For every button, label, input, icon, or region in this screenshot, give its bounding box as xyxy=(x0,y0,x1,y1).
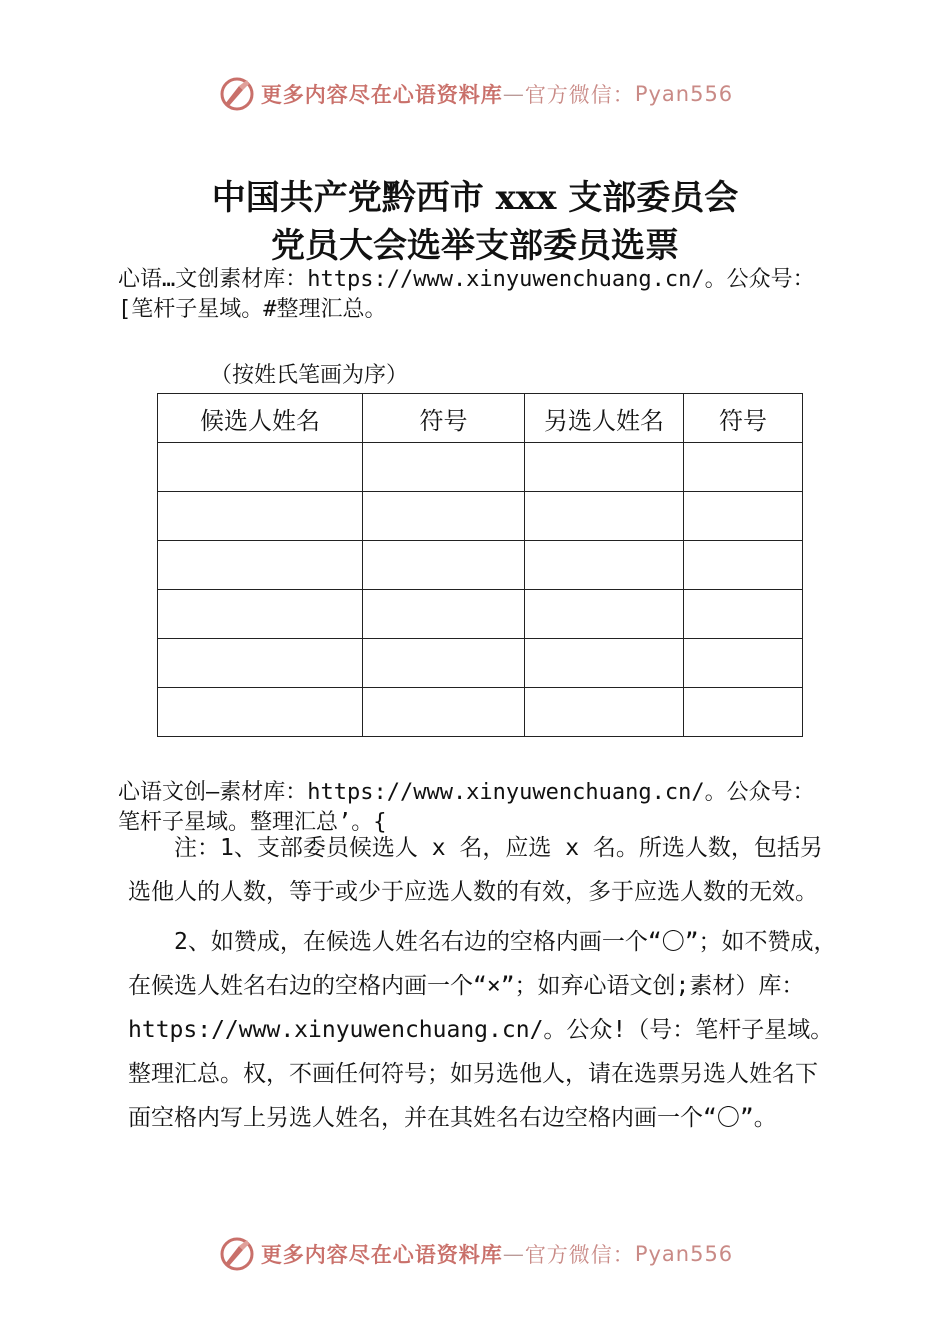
candidate-name-cell[interactable] xyxy=(158,541,363,590)
table-row xyxy=(158,590,803,639)
alternate-name-cell[interactable] xyxy=(525,639,684,688)
candidate-name-cell[interactable] xyxy=(158,688,363,737)
table-row xyxy=(158,443,803,492)
ballot-table xyxy=(157,393,803,737)
brand-logo-icon xyxy=(217,74,257,114)
symbol-cell[interactable] xyxy=(363,492,525,541)
watermark-line-3: 心语文创—素材库：https://www.xinyuwenchuang.cn/。公众号： xyxy=(118,780,815,805)
header-symbol: 符号 xyxy=(363,394,525,443)
symbol-cell[interactable] xyxy=(363,688,525,737)
alternate-name-cell[interactable] xyxy=(525,492,684,541)
document-title-line2: 党员大会选举支部委员选票 xyxy=(271,226,679,266)
table-row xyxy=(158,541,803,590)
candidate-name-cell[interactable] xyxy=(158,443,363,492)
banner-brand-text: 更多内容尽在心语资料库 xyxy=(260,82,503,107)
watermark-line-1: 心语…文创素材库：https://www.xinyuwenchuang.cn/。公众号： xyxy=(118,267,815,292)
alternate-name-cell[interactable] xyxy=(525,590,684,639)
banner-official-text: 官方微信： xyxy=(524,1243,635,1267)
banner-code: Pyan556 xyxy=(634,1242,734,1266)
table-header-row xyxy=(158,394,803,443)
alternate-name-cell[interactable] xyxy=(525,688,684,737)
brand-logo-icon xyxy=(217,1234,257,1274)
notes-section xyxy=(128,826,838,1140)
table-row xyxy=(158,492,803,541)
footer-banner xyxy=(0,1232,950,1276)
alternate-symbol-cell[interactable] xyxy=(684,541,803,590)
banner-official-text: 官方微信： xyxy=(524,83,635,107)
header-alternate-name: 另选人姓名 xyxy=(525,394,684,443)
banner-dash: — xyxy=(502,82,525,106)
symbol-cell[interactable] xyxy=(363,541,525,590)
alternate-name-cell[interactable] xyxy=(525,443,684,492)
watermark-line-2: [笔杆子星域。#整理汇总。 xyxy=(118,297,387,322)
candidate-name-cell[interactable] xyxy=(158,639,363,688)
note-paragraph-1: 注：1、支部委员候选人 x 名，应选 x 名。所选人数，包括另选他人的人数，等于或少于应选人数的有效，多于应选人数的无效。 xyxy=(128,835,823,905)
alternate-symbol-cell[interactable] xyxy=(684,639,803,688)
symbol-cell[interactable] xyxy=(363,590,525,639)
header-alternate-symbol: 符号 xyxy=(684,394,803,443)
watermark-line-4: 笔杆子星域。整理汇总’。{ xyxy=(118,810,387,835)
banner-code: Pyan556 xyxy=(634,82,734,106)
table-row xyxy=(158,639,803,688)
alternate-symbol-cell[interactable] xyxy=(684,688,803,737)
header-candidate-name: 候选人姓名 xyxy=(158,394,363,443)
note-paragraph-2: 2、如赞成，在候选人姓名右边的空格内画一个“〇”；如不赞成，在候选人姓名右边的空格内画一个“×”；如弃心语文创;素材）库：https://www.xinyuwenchuang.cn/。公众!（号：笔杆子星域。整理汇总。权，不画任何符号；如另选他人，请在选票另选人姓名下面空格内写上另选人姓名，并在其姓名右边空格内画一个“〇”。 xyxy=(128,929,837,1131)
order-note: （按姓氏笔画为序） xyxy=(210,363,409,388)
alternate-name-cell[interactable] xyxy=(525,541,684,590)
banner-dash: — xyxy=(502,1242,525,1266)
symbol-cell[interactable] xyxy=(363,639,525,688)
candidate-name-cell[interactable] xyxy=(158,590,363,639)
candidate-name-cell[interactable] xyxy=(158,492,363,541)
alternate-symbol-cell[interactable] xyxy=(684,443,803,492)
header-banner xyxy=(0,72,950,116)
table-row xyxy=(158,688,803,737)
alternate-symbol-cell[interactable] xyxy=(684,590,803,639)
symbol-cell[interactable] xyxy=(363,443,525,492)
document-title-line1: 中国共产党黔西市 xxx 支部委员会 xyxy=(211,178,739,218)
alternate-symbol-cell[interactable] xyxy=(684,492,803,541)
banner-brand-text: 更多内容尽在心语资料库 xyxy=(260,1242,503,1267)
